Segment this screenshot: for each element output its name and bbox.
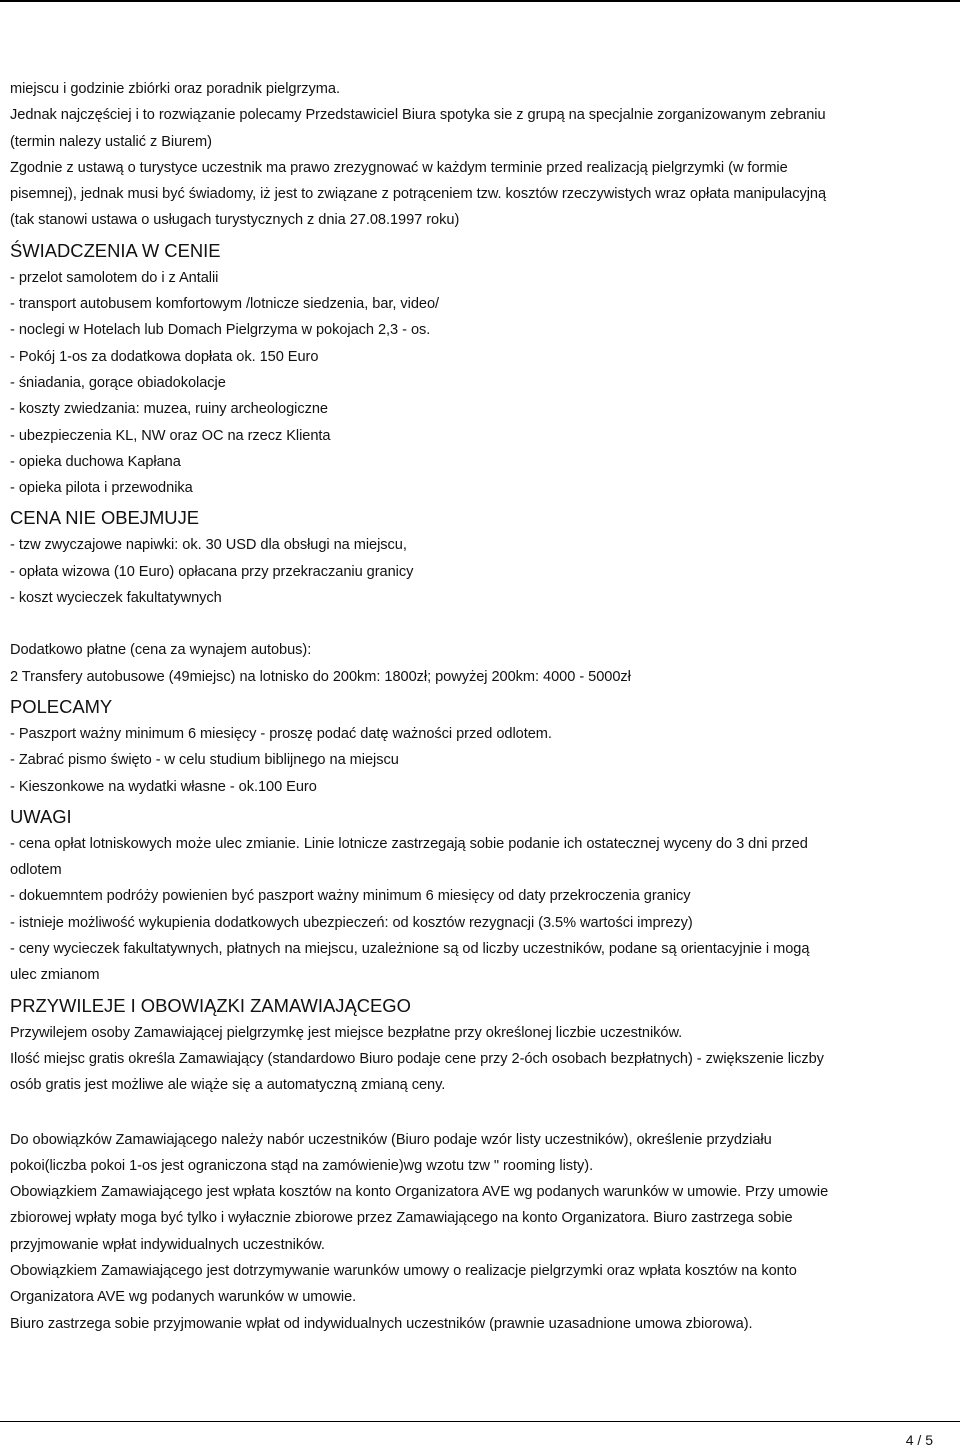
included-item: - przelot samolotem do i z Antalii (10, 269, 219, 286)
duties-line: Biuro zastrzega sobie przyjmowanie wpłat od indywidualnych uczestników (prawnie uzasadnione umowa zbiorowa). (10, 1315, 753, 1332)
intro-line: Jednak najczęściej i to rozwiązanie polecamy Przedstawiciel Biura spotyka sie z grupą na specjalnie zorganizowanym zebraniu (10, 107, 826, 124)
included-item: - ubezpieczenia KL, NW oraz OC na rzecz Klienta (10, 427, 331, 444)
notes-item: - cena opłat lotniskowych może ulec zmianie. Linie lotnicze zastrzegają sobie podanie ich ostatecznej wyceny do 3 dni przed (10, 835, 808, 852)
duties-line: Obowiązkiem Zamawiającego jest dotrzymywanie warunków umowy o realizacje pielgrzymki oraz wpłata kosztów na konto (10, 1262, 797, 1279)
duties-line: przyjmowanie wpłat indywidualnych uczestników. (10, 1236, 325, 1253)
included-item: - transport autobusem komfortowym /lotnicze siedzenia, bar, video/ (10, 296, 440, 313)
intro-line: miejscu i godzinie zbiórki oraz poradnik pielgrzyma. (10, 81, 340, 97)
recommend-section (10, 696, 960, 800)
intro-line: pisemnej), jednak musi być świadomy, iż jest to związane z potrąceniem tzw. kosztów rzeczywistych wraz opłata manipulacyjną (10, 186, 827, 203)
intro-line: (termin nalezy ustalić z Biurem) (10, 133, 212, 150)
excluded-item: - opłata wizowa (10 Euro) opłacana przy przekraczaniu granicy (10, 563, 414, 580)
included-item: - śniadania, gorące obiadokolacje (10, 374, 226, 391)
recommend-item: - Kieszonkowe na wydatki własne - ok.100 Euro (10, 778, 317, 795)
duties-line: Obowiązkiem Zamawiającego jest wpłata kosztów na konto Organizatora AVE wg podanych warunków w umowie. Przy umowie (10, 1184, 829, 1201)
spacer (10, 611, 960, 637)
privileges-line: Ilość miejsc gratis określa Zamawiający (standardowo Biuro podaje cene przy 2-óch osobach bezpłatnych) - zwiększenie liczby (10, 1050, 824, 1067)
recommend-item: - Paszport ważny minimum 6 miesięcy - proszę podać datę ważności przed odlotem. (10, 725, 552, 742)
spacer (10, 1099, 960, 1127)
notes-item: odlotem (10, 862, 62, 879)
privileges-heading: PRZYWILEJE I OBOWIĄZKI ZAMAWIAJĄCEGO (10, 994, 411, 1016)
included-section (10, 240, 960, 502)
privileges-line: Przywilejem osoby Zamawiającej pielgrzymkę jest miejsce bezpłatne przy określonej liczbie uczestników. (10, 1024, 683, 1041)
notes-item: - istnieje możliwość wykupienia dodatkowych ubezpieczeń: od kosztów rezygnacji (3.5% wartości imprezy) (10, 914, 693, 931)
extra-costs-transfer: 2 Transfery autobusowe (49miejsc) na lotnisko do 200km: 1800zł; powyżej 200km: 4000 - 5000zł (10, 668, 631, 685)
intro-section (10, 76, 960, 234)
page-number: 4 / 5 (905, 1432, 933, 1448)
recommend-item: - Zabrać pismo święto - w celu studium biblijnego na miejscu (10, 752, 399, 769)
duties-line: Organizatora AVE wg podanych warunków w umowie. (10, 1289, 357, 1306)
extra-costs-label: Dodatkowo płatne (cena za wynajem autobus): (10, 642, 312, 659)
extra-costs-section (10, 637, 960, 690)
included-item: - opieka pilota i przewodnika (10, 480, 193, 497)
excluded-heading: CENA NIE OBEJMUJE (10, 507, 200, 529)
included-item: - noclegi w Hotelach lub Domach Pielgrzyma w pokojach 2,3 - os. (10, 322, 431, 339)
notes-item: - ceny wycieczek fakultatywnych, płatnych na miejscu, uzależnione są od liczby uczestników, podane są orientacyjnie i mogą (10, 941, 810, 958)
privileges-section (10, 995, 960, 1337)
intro-line: Zgodnie z ustawą o turystyce uczestnik ma prawo zrezygnować w każdym terminie przed realizacją pielgrzymki (w formie (10, 159, 788, 176)
footer-rule (0, 1421, 960, 1422)
excluded-item: - tzw zwyczajowe napiwki: ok. 30 USD dla obsługi na miejscu, (10, 537, 407, 554)
duties-line: Do obowiązków Zamawiającego należy nabór uczestników (Biuro podaje wzór listy uczestników), określenie przydziału (10, 1131, 772, 1148)
notes-section (10, 806, 960, 989)
notes-item: - dokuemntem podróży powienien być paszport ważny minimum 6 miesięcy od daty przekroczenia granicy (10, 888, 691, 905)
duties-line: zbiorowej wpłaty moga być tylko i wyłacznie zbiorowe przez Zamawiającego na konto Organizatora. Biuro zastrzega sobie (10, 1210, 793, 1227)
included-item: - Pokój 1-os za dodatkowa dopłata ok. 150 Euro (10, 348, 319, 365)
document-body (10, 76, 960, 1337)
privileges-line: osób gratis jest możliwe ale wiąże się a automatyczną zmianą ceny. (10, 1077, 446, 1094)
notes-heading: UWAGI (10, 805, 72, 827)
top-rule (0, 0, 960, 2)
included-item: - opieka duchowa Kapłana (10, 453, 181, 470)
included-item: - koszty zwiedzania: muzea, ruiny archeologiczne (10, 401, 329, 418)
excluded-section (10, 507, 960, 611)
excluded-item: - koszt wycieczek fakultatywnych (10, 590, 222, 607)
notes-item: ulec zmianom (10, 967, 100, 984)
duties-line: pokoi(liczba pokoi 1-os jest ograniczona stąd na zamówienie)wg wzotu tzw " rooming listy). (10, 1157, 594, 1174)
recommend-heading: POLECAMY (10, 695, 113, 717)
included-heading: ŚWIADCZENIA W CENIE (10, 239, 221, 261)
intro-line: (tak stanowi ustawa o usługach turystycznych z dnia 27.08.1997 roku) (10, 212, 460, 229)
